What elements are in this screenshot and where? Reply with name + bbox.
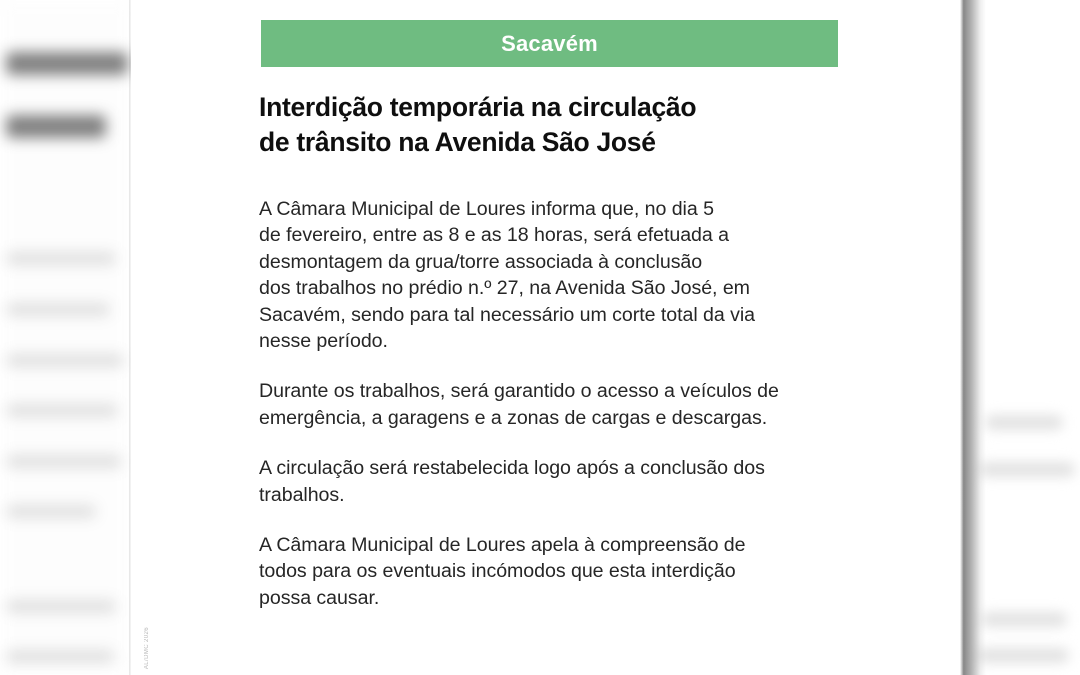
blurred-body-line [6,505,96,518]
blurred-body-line [6,455,122,468]
paragraph-2-line-1: Durante os trabalhos, será garantido o acesso a veículos de [259,380,779,403]
paragraph-3 [259,455,859,508]
paragraph-1-line-5: Sacavém, sendo para tal necessário um corte total da via [259,303,756,326]
blurred-heading-line [6,52,128,75]
location-banner-label: Sacavém [501,30,598,56]
paragraph-4 [259,532,859,611]
blurred-heading-line [6,115,106,138]
blurred-body-line [979,462,1075,477]
blurred-body-line [6,354,124,367]
blurred-body-line [6,252,116,265]
paragraph-2 [259,378,859,431]
slide-card [131,0,963,675]
paragraph-3-line-2: trabalhos. [259,483,345,506]
paragraph-1-line-3: desmontagem da grua/torre associada à conclusão [259,250,703,273]
announcement-body [259,196,859,611]
page-title-line-2: de trânsito na Avenida São José [259,126,656,157]
blurred-body-line [6,303,110,316]
blurred-body-line [977,648,1069,663]
page-title [259,90,859,160]
location-banner [261,20,838,67]
paragraph-4-line-3: possa causar. [259,586,380,609]
blurred-body-line [985,415,1063,430]
paragraph-1 [259,196,859,354]
paragraph-1-line-2: de fevereiro, entre as 8 e as 18 horas, será efetuada a [259,224,729,247]
previous-slide-preview[interactable] [0,0,131,675]
page-title-line-1: Interdição temporária na circulação [259,92,697,122]
paragraph-4-line-1: A Câmara Municipal de Loures apela à compreensão de [259,534,746,557]
paragraph-1-line-6: nesse período. [259,330,388,353]
blurred-body-line [6,404,118,417]
paragraph-4-line-2: todos para os eventuais incómodos que esta interdição [259,560,736,583]
blurred-body-line [981,612,1067,627]
blurred-body-line [6,600,116,613]
blurred-body-line [6,650,114,663]
credit-watermark: AL/DMC 2026 [144,626,150,669]
paragraph-1-line-1: A Câmara Municipal de Loures informa que, no dia 5 [259,198,714,220]
right-page-edge-shadow [960,0,986,675]
paragraph-2-line-2: emergência, a garagens e a zonas de cargas e descargas. [259,406,768,429]
paragraph-1-line-4: dos trabalhos no prédio n.º 27, na Avenida São José, em [259,277,750,300]
paragraph-3-line-1: A circulação será restabelecida logo após a conclusão dos [259,457,765,480]
